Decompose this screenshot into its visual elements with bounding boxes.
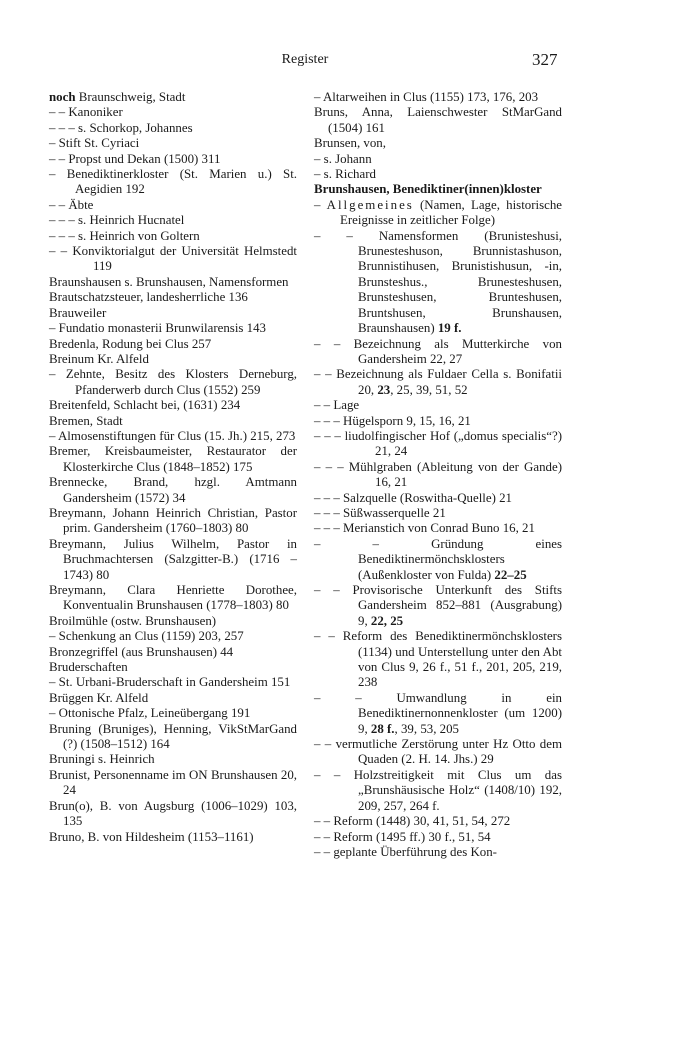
- entry-dash-prefix: –: [49, 675, 59, 690]
- entry-dash-prefix: – – –: [314, 490, 344, 505]
- index-entry: [314, 629, 562, 691]
- index-entry: [49, 614, 297, 629]
- entry-dash-prefix: – –: [49, 244, 73, 259]
- index-entry: [49, 429, 297, 444]
- entry-text: , 25, 39, 51, 52: [390, 382, 468, 397]
- entry-dash-prefix: – – –: [49, 213, 79, 228]
- entry-text: Fundatio monasterii Brunwilarensis 143: [58, 321, 266, 336]
- entry-text: Brunist, Personenname im ON Brunshausen 20, 24: [49, 767, 297, 798]
- index-entry: [49, 90, 297, 105]
- index-entry: [49, 414, 297, 429]
- entry-text: Hügelsporn 9, 15, 16, 21: [343, 413, 471, 428]
- page-number: 327: [532, 50, 558, 69]
- entry-text: Benediktinerkloster (St. Marien u.) St. Aegidien 192: [66, 167, 298, 197]
- entry-text: Umwandlung in ein Benediktinernonnenkloster (um 1200) 9,: [358, 690, 562, 736]
- entry-text: vermutliche Zerstörung unter Hz Otto dem Quaden (2. H. 14. Jhs.) 29: [335, 737, 562, 767]
- entry-dash-prefix: –: [314, 197, 327, 212]
- index-entry: [49, 290, 297, 305]
- entry-text: Zehnte, Besitz des Klosters Derneburg, Pfanderwerb durch Clus (1552) 259: [65, 367, 297, 397]
- entry-text: , 39, 53, 205: [394, 721, 459, 736]
- entry-text: Breymann, Johann Heinrich Christian, Pastor prim. Gandersheim (1760–1803) 80: [49, 505, 297, 536]
- index-entry: [49, 444, 297, 475]
- entry-text: Breinum Kr. Alfeld: [49, 351, 149, 366]
- index-entry: [49, 675, 297, 690]
- entry-dash-prefix: – –: [314, 690, 397, 705]
- entry-text: Bruns, Anna, Laienschwester StMarGand (1504) 161: [314, 105, 562, 135]
- entry-text: Brunshausen, Benediktiner(innen)kloster: [314, 182, 542, 197]
- entry-text: Brunsen, von,: [314, 136, 386, 151]
- left-column: [49, 90, 297, 845]
- index-entry: [49, 506, 297, 537]
- page-header: [0, 50, 700, 74]
- index-entry: [49, 660, 297, 675]
- entry-text: Brennecke, Brand, hzgl. Amtmann Gandersheim (1572) 34: [49, 475, 297, 505]
- entry-text: Bezeichnung als Mutterkirche von Gandersheim 22, 27: [353, 336, 562, 366]
- entry-text: Reform (1448) 30, 41, 51, 54, 272: [333, 814, 511, 829]
- index-entry: [49, 830, 297, 845]
- entry-text: Propst und Dekan (1500) 311: [68, 151, 221, 166]
- index-entry: [314, 845, 562, 860]
- entry-dash-prefix: – –: [49, 151, 69, 166]
- entry-dash-prefix: – –: [314, 336, 354, 351]
- index-entry: [49, 152, 297, 167]
- index-entry: [49, 367, 297, 398]
- index-entry: [49, 398, 297, 413]
- entry-text: Mühlgraben (Ableitung von der Gande) 16, 21: [348, 459, 562, 490]
- index-entry: [49, 706, 297, 721]
- index-entry: [314, 583, 562, 629]
- index-entry: [314, 768, 562, 814]
- entry-text: Reform des Benediktinermönchsklosters (1134) und Unterstellung unter den Abt von Clus 9, 26 f., 51 f., 201, 205, 219, 238: [342, 629, 562, 690]
- entry-text: Bruderschaften: [49, 660, 128, 675]
- entry-text: s. Richard: [323, 167, 376, 182]
- entry-text: noch: [49, 90, 79, 104]
- index-entry: [49, 691, 297, 706]
- index-entry: [49, 306, 297, 321]
- index-entry: [314, 691, 562, 737]
- index-entry: [49, 105, 297, 120]
- entry-text: 22, 25: [370, 613, 404, 628]
- entry-text: Stift St. Cyriaci: [58, 136, 140, 151]
- entry-text: Altarweihen in Clus (1155) 173, 176, 203: [322, 90, 539, 104]
- index-entry: [314, 337, 562, 368]
- entry-text: Bruno, B. von Hildesheim (1153–1161): [49, 829, 254, 844]
- entry-dash-prefix: – –: [49, 197, 69, 212]
- entry-text: Braunschweig, Stadt: [78, 90, 186, 104]
- entry-dash-prefix: – –: [314, 228, 379, 243]
- index-entry: [49, 244, 297, 275]
- entry-text: Provisorische Unterkunft des Stifts Gandersheim 852–881 (Ausgrabung) 9,: [352, 583, 562, 628]
- entry-text: Schenkung an Clus (1159) 203, 257: [58, 629, 244, 644]
- entry-dash-prefix: – –: [314, 814, 334, 829]
- entry-text: Bezeichnung als Fuldaer Cella s. Bonifatii 20,: [336, 367, 562, 397]
- index-entry: [49, 629, 297, 644]
- index-entry: [49, 229, 297, 244]
- index-entry: [49, 198, 297, 213]
- index-entry: [49, 768, 297, 799]
- entry-text: 23: [377, 382, 391, 397]
- entry-dash-prefix: – – –: [314, 459, 349, 474]
- entry-text: s. Schorkop, Johannes: [78, 120, 193, 135]
- entry-text: Bremer, Kreisbaumeister, Restaurator der Klosterkirche Clus (1848–1852) 175: [49, 444, 297, 474]
- entry-dash-prefix: –: [49, 428, 58, 443]
- index-entry: [314, 367, 562, 398]
- entry-text: St. Urbani-Bruderschaft in Gandersheim 151: [58, 675, 291, 690]
- entry-text: Brüggen Kr. Alfeld: [49, 690, 149, 705]
- entry-dash-prefix: –: [49, 167, 67, 182]
- index-entry: [49, 213, 297, 228]
- entry-text: s. Heinrich Hucnatel: [78, 213, 185, 228]
- entry-dash-prefix: – – –: [314, 428, 345, 443]
- index-entry: [49, 722, 297, 753]
- entry-dash-prefix: – –: [314, 629, 343, 644]
- entry-dash-prefix: – – –: [314, 505, 344, 520]
- entry-text: s. Johann: [323, 151, 372, 166]
- index-entry: [314, 737, 562, 768]
- index-entry: [314, 198, 562, 229]
- index-entry: [314, 398, 562, 413]
- entry-text: 22–25: [494, 567, 527, 582]
- index-entry: [314, 830, 562, 845]
- index-entry: [49, 799, 297, 830]
- index-entry: [314, 152, 562, 167]
- entry-dash-prefix: – –: [49, 105, 69, 120]
- index-entry: [314, 167, 562, 182]
- index-entry: [49, 475, 297, 506]
- entry-text: Brun(o), B. von Augsburg (1006–1029) 103, 135: [49, 798, 297, 829]
- entry-text: Bronzegriffel (aus Brunshausen) 44: [49, 644, 234, 659]
- entry-text: Broilmühle (ostw. Brunshausen): [49, 613, 217, 628]
- entry-text: liudolfingischer Hof („domus specialis“?) 21, 24: [344, 428, 562, 459]
- index-entry: [49, 136, 297, 151]
- entry-text: Bruningi s. Heinrich: [49, 752, 155, 767]
- entry-text: Süßwasserquelle 21: [343, 505, 446, 520]
- entry-dash-prefix: – –: [314, 583, 353, 597]
- entry-text: 28 f.: [370, 721, 395, 736]
- entry-text: s. Heinrich von Goltern: [78, 228, 200, 243]
- entry-text: Allgemeines: [326, 197, 414, 212]
- index-entry: [49, 352, 297, 367]
- entry-text: Brautschatzsteuer, landesherrliche 136: [49, 290, 248, 305]
- entry-text: Reform (1495 ff.) 30 f., 51, 54: [333, 829, 491, 844]
- index-entry: [49, 752, 297, 767]
- entry-text: Salzquelle (Roswitha-Quelle) 21: [343, 490, 512, 505]
- index-entry: [314, 136, 562, 151]
- entry-text: Lage: [333, 398, 360, 413]
- index-entry: [49, 167, 297, 198]
- index-entry: [314, 491, 562, 506]
- index-entry: [49, 337, 297, 352]
- index-entry: [49, 321, 297, 336]
- entry-dash-prefix: – – –: [49, 120, 79, 135]
- entry-text: 19 f.: [437, 321, 462, 336]
- entry-dash-prefix: – – –: [49, 228, 79, 243]
- index-entry: [314, 90, 562, 105]
- index-entry: [314, 229, 562, 337]
- entry-dash-prefix: – – –: [314, 413, 344, 428]
- index-entry: [49, 537, 297, 583]
- entry-text: Bruning (Bruniges), Henning, VikStMarGand (?) (1508–1512) 164: [49, 721, 297, 752]
- index-entry: [314, 429, 562, 460]
- index-entry: [314, 414, 562, 429]
- index-entry: [314, 521, 562, 536]
- entry-dash-prefix: – –: [314, 536, 432, 551]
- entry-dash-prefix: – –: [314, 844, 334, 859]
- entry-text: Breitenfeld, Schlacht bei, (1631) 234: [49, 398, 241, 413]
- index-entry: [314, 506, 562, 521]
- entry-dash-prefix: – –: [314, 829, 334, 844]
- index-entry: [314, 537, 562, 583]
- index-entry: [314, 105, 562, 136]
- entry-dash-prefix: –: [49, 706, 59, 721]
- entry-dash-prefix: –: [49, 321, 59, 336]
- entry-dash-prefix: – –: [314, 737, 336, 752]
- entry-text: Holzstreitigkeit mit Clus um das „Brunshäusische Holz“ (1408/10) 192, 209, 257, 264 f.: [353, 767, 562, 813]
- entry-text: Äbte: [68, 197, 94, 212]
- entry-text: Konviktorialgut der Universität Helmstedt 119: [72, 244, 297, 274]
- entry-dash-prefix: –: [49, 629, 59, 644]
- index-entry: [49, 121, 297, 136]
- entry-dash-prefix: – – –: [314, 521, 344, 536]
- entry-text: Namensformen (Brunisteshusi, Brunesteshuson, Brunnistashuson, Brunnistihusen, Brunistishusun, -in, Brunsteshus., Brunesteshusen, Brunsteshusen, Brunteshusen, Bruntshusen, Brunshausen, Braunshausen): [358, 228, 563, 336]
- entry-dash-prefix: – –: [314, 767, 354, 782]
- entry-text: Breymann, Julius Wilhelm, Pastor in Bruchmachtersen (Salzgitter-B.) (1716 –1743) 80: [49, 536, 297, 582]
- entry-dash-prefix: –: [314, 151, 324, 166]
- entry-text: Bredenla, Rodung bei Clus 257: [49, 336, 212, 351]
- entry-text: Almosenstiftungen für Clus (15. Jh.) 215, 273: [57, 428, 296, 443]
- index-entry: [314, 182, 562, 197]
- entry-text: (Namen, Lage, historische Ereignisse in zeitlicher Folge): [340, 197, 562, 228]
- index-entry: [49, 275, 297, 290]
- entry-text: Kanoniker: [68, 105, 123, 120]
- entry-dash-prefix: –: [49, 136, 59, 151]
- entry-dash-prefix: –: [49, 367, 66, 382]
- entry-dash-prefix: –: [314, 90, 323, 104]
- running-title: Register: [281, 52, 329, 67]
- entry-dash-prefix: –: [314, 167, 324, 182]
- index-entry: [314, 814, 562, 829]
- entry-text: Braunshausen s. Brunshausen, Namensformen: [49, 274, 289, 289]
- index-entry: [49, 583, 297, 614]
- right-column: [314, 90, 562, 860]
- entry-text: Gründung eines Benediktinermönchsklosters (Außenkloster von Fulda): [358, 536, 562, 582]
- entry-text: Ottonische Pfalz, Leineübergang 191: [58, 706, 251, 721]
- entry-dash-prefix: – –: [314, 367, 337, 382]
- entry-text: Brauweiler: [49, 305, 107, 320]
- entry-text: Merianstich von Conrad Buno 16, 21: [343, 521, 535, 536]
- index-entry: [49, 645, 297, 660]
- entry-dash-prefix: – –: [314, 398, 334, 413]
- entry-text: geplante Überführung des Kon-: [333, 844, 497, 859]
- entry-text: Bremen, Stadt: [49, 413, 123, 428]
- index-entry: [314, 460, 562, 491]
- entry-text: Breymann, Clara Henriette Dorothee, Konventualin Brunshausen (1778–1803) 80: [49, 583, 297, 613]
